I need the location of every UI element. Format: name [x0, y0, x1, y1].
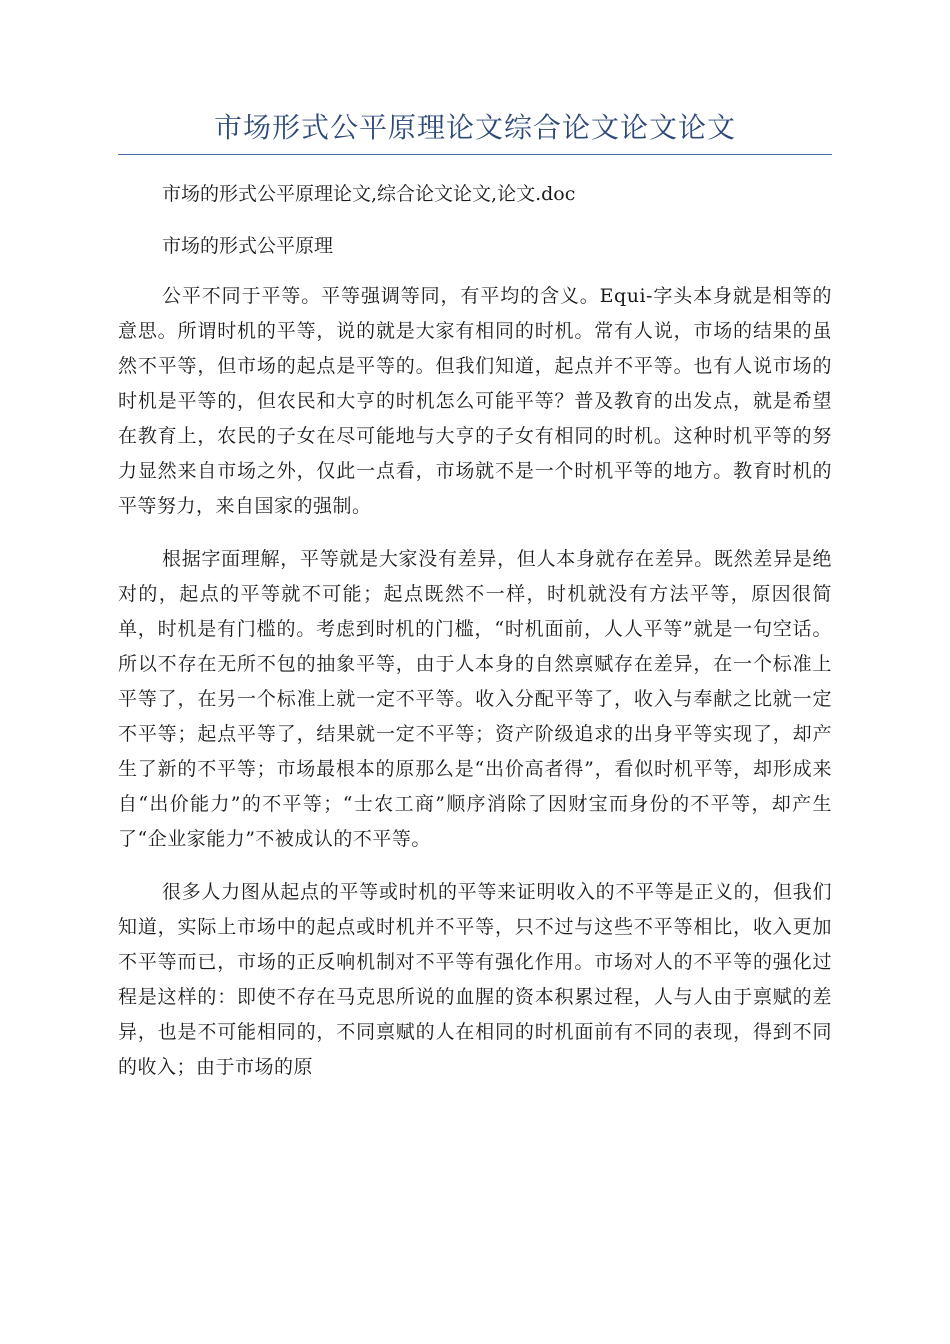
body-paragraph-1: 公平不同于平等。平等强调等同，有平均的含义。Equi-字头本身就是相等的意思。所谓时机的平等，说的就是大家有相同的时机。常有人说，市场的结果的虽然不平等，但市场的起点是平等的。但我们知道，起点并不平等。也有人说市场的时机是平等的，但农民和大亨的时机怎么可能平等？普及教育的出发点，就是希望在教育上，农民的子女在尽可能地与大亨的子女有相同的时机。这种时机平等的努力显然来自市场之外，仅此一点看，市场就不是一个时机平等的地方。教育时机的平等努力，来自国家的强制。	[118, 285, 832, 517]
document-page	[118, 108, 832, 1085]
document-filename-line: 市场的形式公平原理论文,综合论文论文,论文.doc	[162, 183, 576, 205]
body-paragraph-2: 根据字面理解，平等就是大家没有差异，但人本身就存在差异。既然差异是绝对的，起点的平等就不可能；起点既然不一样，时机就没有方法平等，原因很简单，时机是有门槛的。考虑到时机的门槛，“时机面前，人人平等”就是一句空话。所以不存在无所不包的抽象平等，由于人本身的自然禀赋存在差异，在一个标准上平等了，在另一个标准上就一定不平等。收入分配平等了，收入与奉献之比就一定不平等；起点平等了，结果就一定不平等；资产阶级追求的出身平等实现了，却产生了新的不平等；市场最根本的原那么是“出价高者得”，看似时机平等，却形成来自“出价能力”的不平等；“士农工商”顺序消除了因财宝而身份的不平等，却产生了“企业家能力”不被成认的不平等。	[118, 548, 832, 850]
document-subtitle: 市场的形式公平原理	[162, 235, 334, 257]
body-paragraph-3: 很多人力图从起点的平等或时机的平等来证明收入的不平等是正义的，但我们知道，实际上市场中的起点或时机并不平等，只不过与这些不平等相比，收入更加不平等而已，市场的正反响机制对不平等有强化作用。市场对人的不平等的强化过程是这样的：即使不存在马克思所说的血腥的资本积累过程，人与人由于禀赋的差异，也是不可能相同的，不同禀赋的人在相同的时机面前有不同的表现，得到不同的收入；由于市场的原	[118, 881, 832, 1078]
document-title: 市场形式公平原理论文综合论文论文论文	[118, 108, 832, 155]
